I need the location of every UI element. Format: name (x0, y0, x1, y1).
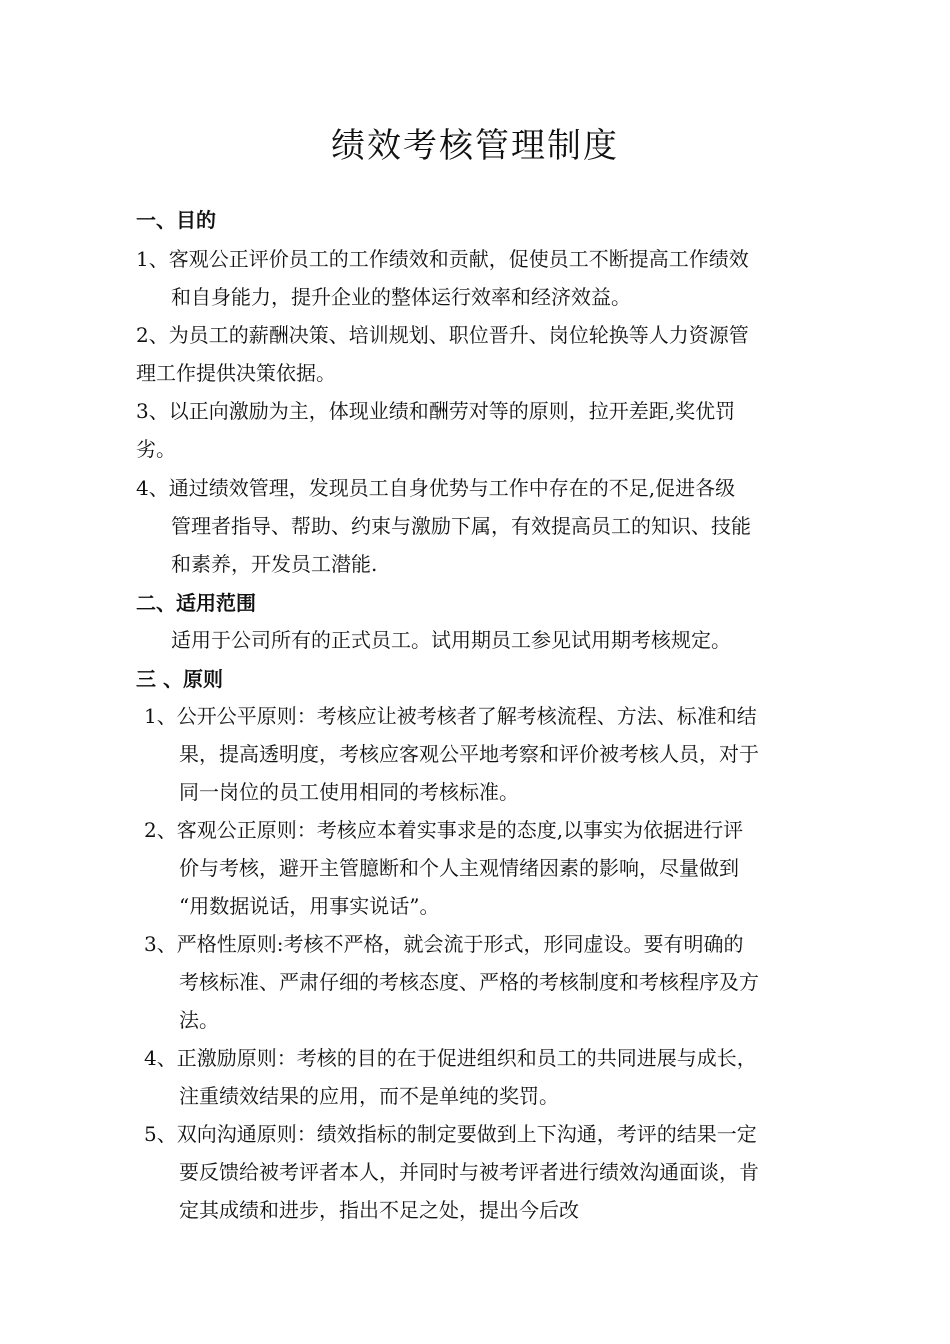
purpose-item-1-line-1: 1、客观公正评价员工的工作绩效和贡献，促使员工不断提高工作绩效 (136, 247, 749, 271)
section-heading-purpose: 一、目的 (136, 208, 216, 232)
principle-item-3-line-1: 3、严格性原则:考核不严格，就会流于形式，形同虚设。要有明确的 (144, 932, 744, 956)
principle-item-3-line-2: 考核标准、严肃仔细的考核态度、严格的考核制度和考核程序及方 (179, 970, 759, 994)
purpose-item-3-line-1: 3、以正向激励为主，体现业绩和酬劳对等的原则，拉开差距,奖优罚 (136, 399, 736, 423)
scope-text: 适用于公司所有的正式员工。试用期员工参见试用期考核规定。 (171, 628, 731, 652)
principle-item-1-line-3: 同一岗位的员工使用相同的考核标准。 (179, 780, 519, 804)
document-title: 绩效考核管理制度 (331, 126, 619, 166)
purpose-item-4-line-3: 和素养，开发员工潜能. (171, 552, 378, 576)
principle-item-2-line-3: “用数据说话，用事实说话”。 (179, 894, 440, 918)
principle-item-5-line-1: 5、双向沟通原则：绩效指标的制定要做到上下沟通，考评的结果一定 (144, 1122, 757, 1146)
section-heading-principles: 三 、原则 (136, 667, 223, 691)
purpose-item-2-line-1: 2、为员工的薪酬决策、培训规划、职位晋升、岗位轮换等人力资源管 (136, 323, 749, 347)
purpose-item-2-line-2: 理工作提供决策依据。 (136, 361, 336, 385)
principle-item-3-line-3: 法。 (179, 1008, 219, 1032)
purpose-item-4-line-1: 4、通过绩效管理，发现员工自身优势与工作中存在的不足,促进各级 (136, 476, 736, 500)
section-heading-scope: 二、适用范围 (136, 591, 256, 615)
principle-item-2-line-2: 价与考核，避开主管臆断和个人主观情绪因素的影响，尽量做到 (179, 856, 739, 880)
principle-item-1-line-1: 1、公开公平原则：考核应让被考核者了解考核流程、方法、标准和结 (144, 704, 757, 728)
purpose-item-3-line-2: 劣。 (136, 437, 176, 461)
principle-item-1-line-2: 果，提高透明度，考核应客观公平地考察和评价被考核人员，对于 (179, 742, 759, 766)
purpose-item-1-line-2: 和自身能力，提升企业的整体运行效率和经济效益。 (171, 285, 631, 309)
principle-item-5-line-2: 要反馈给被考评者本人，并同时与被考评者进行绩效沟通面谈，肯 (179, 1160, 759, 1184)
purpose-item-4-line-2: 管理者指导、帮助、约束与激励下属，有效提高员工的知识、技能 (171, 514, 751, 538)
principle-item-5-line-3: 定其成绩和进步，指出不足之处，提出今后改 (179, 1198, 579, 1222)
principle-item-2-line-1: 2、客观公正原则：考核应本着实事求是的态度,以事实为依据进行评 (144, 818, 744, 842)
principle-item-4-line-1: 4、正激励原则：考核的目的在于促进组织和员工的共同进展与成长， (144, 1046, 757, 1070)
principle-item-4-line-2: 注重绩效结果的应用，而不是单纯的奖罚。 (179, 1084, 559, 1108)
